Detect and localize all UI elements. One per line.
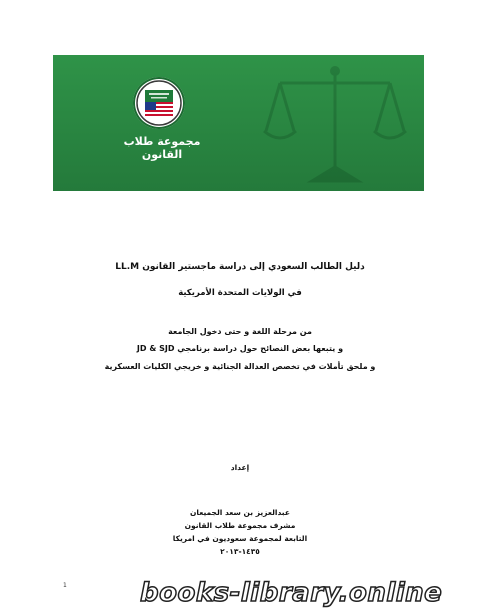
subtitle-line-2: و يتبعها بعض النصائح حول دراسة برنامجي JD & SJD [136,344,344,353]
document-title-line-2: في الولايات المتحدة الأمريكية [178,288,302,298]
document-date: ١٤٣٥-٢٠١٣ [220,547,260,556]
watermark: books-library.online [140,578,443,608]
cover-banner [53,55,424,191]
author-name: عبدالعزيز بن سعد الجميعان [190,508,290,517]
subtitle-line-3: و ملحق تأملات في تخصص العدالة الجنائية و خريجي الكليات العسكرية [104,362,376,371]
author-affiliation: التابعة لمجموعة سعوديون في امريكا [172,534,308,543]
group-name: مجموعة طلاب القانون [123,135,201,161]
page-number: 1 [63,582,67,589]
flag-seal-icon [133,77,185,129]
author-role: مشرف مجموعة طلاب القانون [184,521,296,530]
document-title-line-1: دليل الطالب السعودي إلى دراسة ماجستير القانون LL.M [115,262,365,272]
scales-of-justice-icon [260,61,410,187]
subtitle-line-1: من مرحلة اللغة و حتى دخول الجامعة [168,327,312,336]
prepared-by-label: إعداد [230,463,250,472]
